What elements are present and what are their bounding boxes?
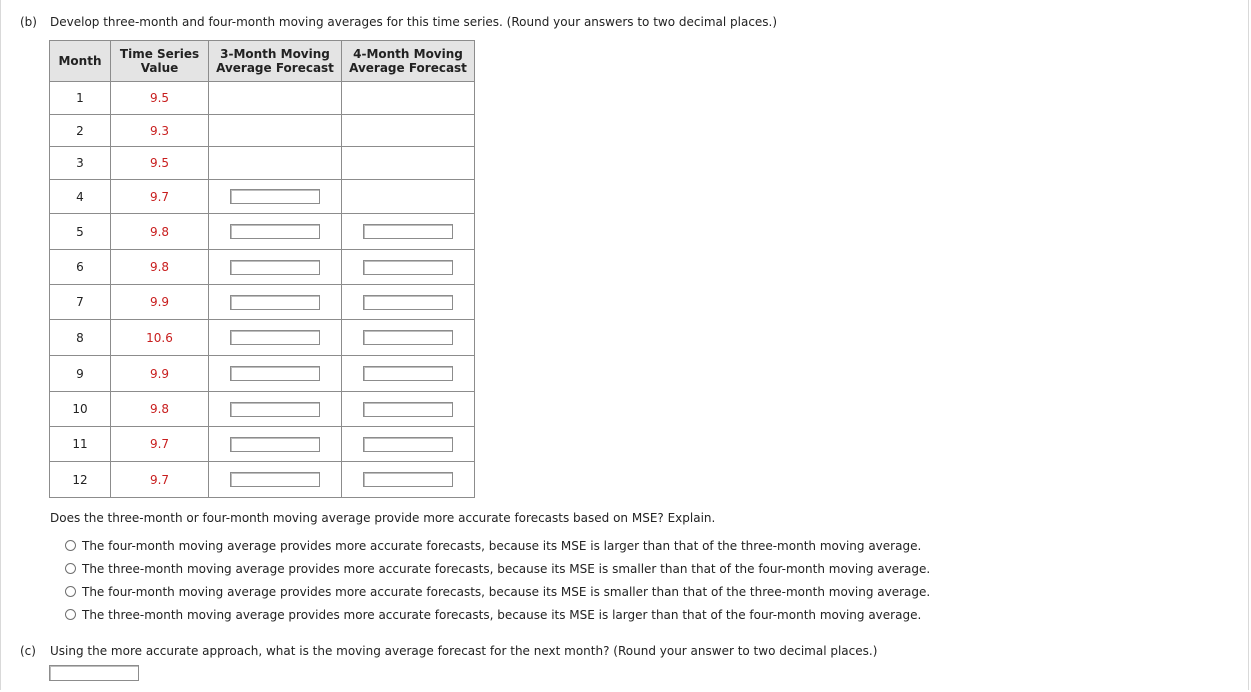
part-b-label: (b) — [20, 15, 37, 29]
time-series-value-cell: 9.5 — [111, 82, 209, 115]
table-row — [50, 214, 475, 250]
ma3-cell — [209, 356, 342, 392]
ma4-forecast-input[interactable] — [363, 295, 453, 310]
next-month-forecast-input[interactable] — [49, 665, 139, 681]
ma4-cell — [342, 427, 475, 462]
month-cell: 10 — [50, 392, 111, 427]
time-series-value-cell: 9.7 — [111, 462, 209, 498]
ma3-cell — [209, 180, 342, 214]
ma4-cell — [342, 147, 475, 180]
part-c-text: Using the more accurate approach, what is the moving average forecast for the next month? (Round your answer to two decimal places.) — [50, 644, 878, 658]
radio-button-icon[interactable] — [65, 563, 76, 574]
table-row — [50, 180, 475, 214]
ma3-cell — [209, 462, 342, 498]
ma4-forecast-input[interactable] — [363, 260, 453, 275]
month-cell: 12 — [50, 462, 111, 498]
time-series-value-cell: 9.8 — [111, 392, 209, 427]
mse-option-label: The three-month moving average provides more accurate forecasts, because its MSE is larger than that of the four-month moving average. — [82, 607, 922, 622]
time-series-value-cell: 9.9 — [111, 285, 209, 320]
table-row — [50, 250, 475, 285]
ma3-cell — [209, 250, 342, 285]
ma3-forecast-input[interactable] — [230, 330, 320, 345]
mse-option[interactable] — [65, 603, 930, 626]
month-cell: 4 — [50, 180, 111, 214]
month-cell: 7 — [50, 285, 111, 320]
ma3-cell — [209, 147, 342, 180]
header-3-month-ma: 3-Month Moving Average Forecast — [209, 41, 342, 82]
ma4-cell — [342, 285, 475, 320]
ma4-cell — [342, 250, 475, 285]
time-series-value-cell: 9.8 — [111, 214, 209, 250]
ma3-forecast-input[interactable] — [230, 189, 320, 204]
ma3-forecast-input[interactable] — [230, 295, 320, 310]
ma3-cell — [209, 285, 342, 320]
month-cell: 3 — [50, 147, 111, 180]
ma3-cell — [209, 427, 342, 462]
ma3-cell — [209, 214, 342, 250]
ma4-forecast-input[interactable] — [363, 366, 453, 381]
header-month: Month — [50, 41, 111, 82]
mse-option-label: The four-month moving average provides more accurate forecasts, because its MSE is larger than that of the three-month moving average. — [82, 538, 922, 553]
month-cell: 11 — [50, 427, 111, 462]
table-row — [50, 427, 475, 462]
month-cell: 2 — [50, 115, 111, 147]
ma3-cell — [209, 82, 342, 115]
radio-button-icon[interactable] — [65, 540, 76, 551]
mse-question: Does the three-month or four-month moving average provide more accurate forecasts based on MSE? Explain. — [50, 511, 716, 525]
month-cell: 6 — [50, 250, 111, 285]
table-row — [50, 82, 475, 115]
ma3-forecast-input[interactable] — [230, 224, 320, 239]
month-cell: 5 — [50, 214, 111, 250]
ma3-forecast-input[interactable] — [230, 260, 320, 275]
ma4-forecast-input[interactable] — [363, 472, 453, 487]
time-series-value-cell: 9.7 — [111, 427, 209, 462]
ma4-cell — [342, 392, 475, 427]
ma4-forecast-input[interactable] — [363, 437, 453, 452]
ma4-cell — [342, 214, 475, 250]
ma4-forecast-input[interactable] — [363, 224, 453, 239]
ma3-cell — [209, 320, 342, 356]
mse-options — [65, 534, 930, 626]
radio-button-icon[interactable] — [65, 586, 76, 597]
ma3-forecast-input[interactable] — [230, 366, 320, 381]
mse-option[interactable] — [65, 580, 930, 603]
table-row — [50, 285, 475, 320]
part-c-label: (c) — [20, 644, 36, 658]
ma3-cell — [209, 392, 342, 427]
month-cell: 8 — [50, 320, 111, 356]
radio-button-icon[interactable] — [65, 609, 76, 620]
mse-option[interactable] — [65, 534, 930, 557]
month-cell: 1 — [50, 82, 111, 115]
ma3-cell — [209, 115, 342, 147]
mse-option-label: The four-month moving average provides more accurate forecasts, because its MSE is smaller than that of the three-month moving average. — [82, 584, 931, 599]
time-series-value-cell: 10.6 — [111, 320, 209, 356]
table-header-row — [50, 41, 475, 82]
table-row — [50, 320, 475, 356]
part-b-text: Develop three-month and four-month moving averages for this time series. (Round your answers to two decimal places.) — [50, 15, 778, 29]
time-series-value-cell: 9.9 — [111, 356, 209, 392]
ma4-cell — [342, 82, 475, 115]
ma3-forecast-input[interactable] — [230, 472, 320, 487]
table-row — [50, 147, 475, 180]
time-series-value-cell: 9.8 — [111, 250, 209, 285]
time-series-value-cell: 9.5 — [111, 147, 209, 180]
ma4-cell — [342, 180, 475, 214]
header-time-series-value: Time Series Value — [111, 41, 209, 82]
table-row — [50, 356, 475, 392]
header-4-month-ma: 4-Month Moving Average Forecast — [342, 41, 475, 82]
time-series-value-cell: 9.3 — [111, 115, 209, 147]
part-c-prompt — [20, 644, 877, 658]
ma4-forecast-input[interactable] — [363, 330, 453, 345]
ma4-cell — [342, 115, 475, 147]
part-b-prompt — [20, 15, 777, 29]
table-row — [50, 462, 475, 498]
ma4-cell — [342, 462, 475, 498]
ma4-cell — [342, 320, 475, 356]
mse-option-label: The three-month moving average provides more accurate forecasts, because its MSE is smaller than that of the four-month moving average. — [82, 561, 931, 576]
ma3-forecast-input[interactable] — [230, 402, 320, 417]
ma4-cell — [342, 356, 475, 392]
mse-option[interactable] — [65, 557, 930, 580]
month-cell: 9 — [50, 356, 111, 392]
ma3-forecast-input[interactable] — [230, 437, 320, 452]
table-row — [50, 392, 475, 427]
table-row — [50, 115, 475, 147]
moving-average-table — [49, 40, 475, 498]
time-series-value-cell: 9.7 — [111, 180, 209, 214]
ma4-forecast-input[interactable] — [363, 402, 453, 417]
